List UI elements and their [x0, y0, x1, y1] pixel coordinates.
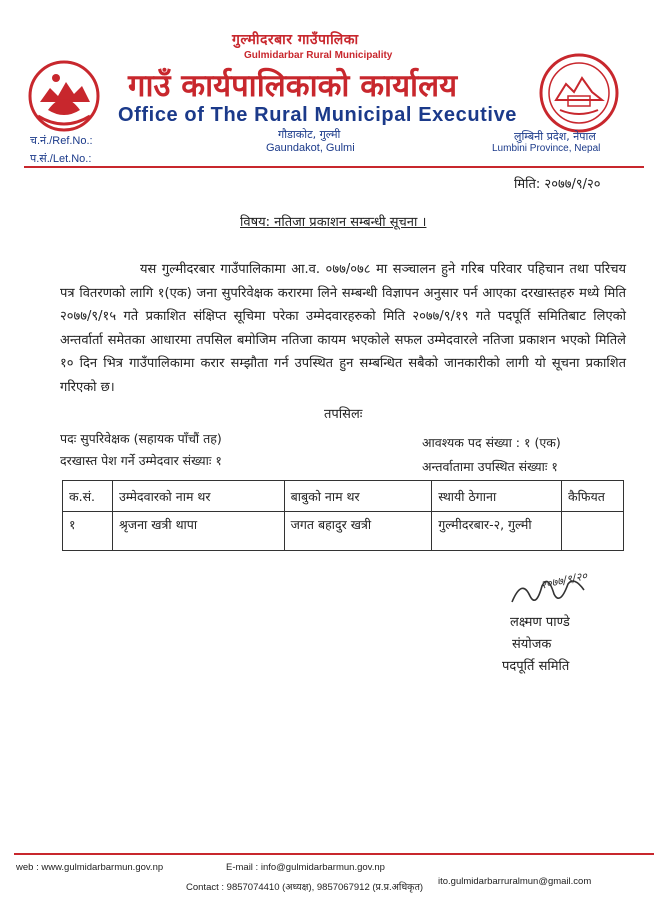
cell-father: जगत बहादुर खत्री	[284, 512, 432, 551]
footer-web: web : www.gulmidarbarmun.gov.np	[16, 862, 164, 873]
cell-remarks	[562, 512, 624, 551]
footer-email-info: E-mail : info@gulmidarbarmun.gov.np	[226, 862, 385, 873]
cell-sn: १	[63, 512, 113, 551]
footer-divider	[14, 853, 654, 855]
footer-email-ito: ito.gulmidarbarruralmun@gmail.com	[438, 876, 592, 887]
table-header-row	[63, 481, 624, 512]
municipality-logo-icon	[538, 52, 620, 134]
municipality-name-np: गुल्मीदरबार गाउँपालिका	[232, 32, 359, 48]
office-title-np: गाउँ कार्यपालिकाको कार्यालय	[128, 68, 458, 104]
subject-line: विषय: नतिजा प्रकाशन सम्बन्धी सूचना ।	[240, 215, 427, 230]
tapsil-heading: तपसिलः	[324, 407, 363, 422]
post-detail: पदः सुपरिवेक्षक (सहायक पाँचौं तह)	[60, 431, 222, 446]
nepal-emblem-icon	[26, 58, 102, 134]
municipality-name-en: Gulmidarbar Rural Municipality	[244, 50, 393, 61]
signatory-role: संयोजक	[512, 637, 552, 652]
signature-date: २०७७/९/२०	[539, 569, 589, 592]
address-np: गौडाकोट, गुल्मी	[278, 128, 341, 141]
document-date: मिति: २०७७/९/२०	[514, 177, 601, 192]
col-header-candidate: उम्मेदवारको नाम थर	[112, 481, 284, 512]
province-en: Lumbini Province, Nepal	[492, 143, 601, 154]
cell-candidate: श्रृजना खत्री थापा	[112, 512, 284, 551]
notice-body: यस गुल्मीदरबार गाउँपालिकामा आ.व. ०७७/०७८ मा सञ्चालन हुने गरिब परिवार पहिचान तथा परिचय पत्र वितरणको लागि १(एक) जना सुपरिवेक्षक करारमा लिने सम्बन्धी विज्ञापन अनुसार पर्न आएका दरखास्तहरु मध्ये मिति २०७७/९/१५ गते प्रकाशित संक्षिप्त सूचिमा परेका उम्मेदवारहरुको मिति २०७७/९/१९ गते पदपूर्ति समितिबाट लिएको अन्तर्वार्ता समेतका आधारमा तपसिल बमोजिम नतिजा कायम भएकोले सफल उम्मेदवारले नतिजा प्रकाशन भएको मितिले १० दिन भित्र गाउँपालिकामा करार सम्झौता गर्न उपस्थित हुन सम्बन्धित सबैको जानकारीको लागी यो सूचना प्रकाशित गरिएको छ।	[60, 262, 626, 395]
signatory-committee: पदपूर्ति समिति	[502, 659, 570, 674]
let-no-label: प.सं./Let.No.:	[30, 153, 92, 165]
footer-contact: Contact : 9857074410 (अध्यक्ष), 9857067912 (प्र.प्र.अधिकृत)	[186, 882, 424, 893]
signatory-name: लक्ष्मण पाण्डे	[510, 615, 570, 630]
cell-address: गुल्मीदरबार-२, गुल्मी	[432, 512, 562, 551]
ref-no-label: च.नं./Ref.No.:	[30, 135, 93, 147]
applicant-count: दरखास्त पेश गर्ने उम्मेदवार संख्याः १	[60, 453, 222, 468]
header-divider	[24, 166, 644, 168]
candidate-table	[62, 480, 624, 551]
address-en: Gaundakot, Gulmi	[266, 142, 355, 154]
col-header-remarks: कैफियत	[562, 481, 624, 512]
required-posts: आवश्यक पद संख्या : १ (एक)	[422, 435, 561, 450]
col-header-father: बाबुको नाम थर	[284, 481, 432, 512]
office-title-en: Office of The Rural Municipal Executive	[118, 104, 518, 126]
col-header-sn: क.सं.	[63, 481, 113, 512]
col-header-address: स्थायी ठेगाना	[432, 481, 562, 512]
province-np: लुम्बिनी प्रदेश, नेपाल	[514, 130, 596, 143]
interview-present-count: अन्तर्वातामा उपस्थित संख्याः १	[422, 459, 558, 474]
table-row	[63, 512, 624, 551]
